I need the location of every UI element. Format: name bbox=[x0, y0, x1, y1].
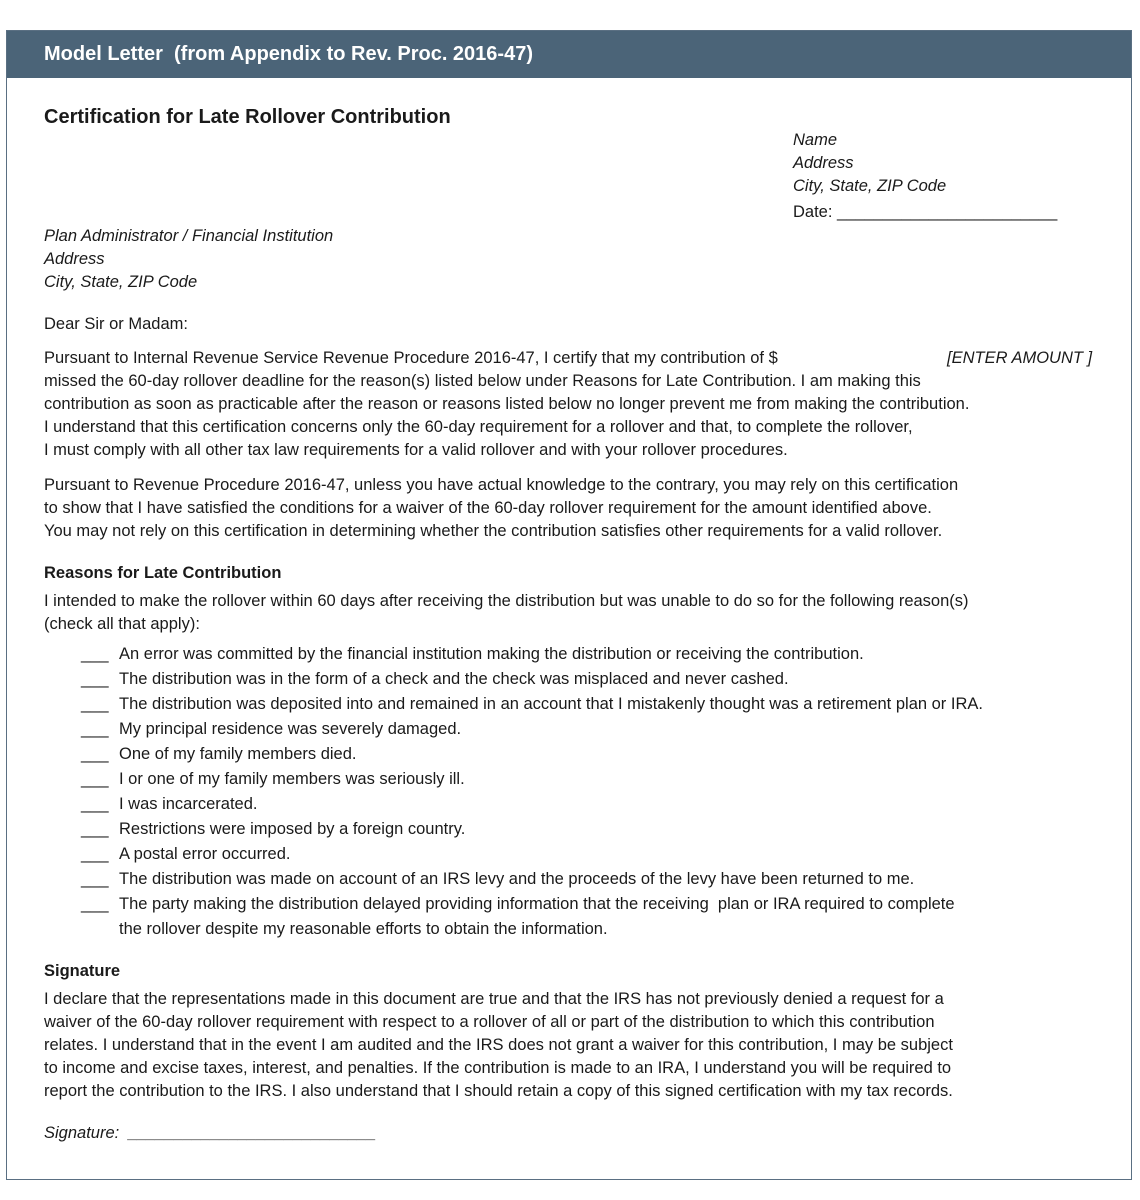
para1-line: I understand that this certification concerns only the 60-day requirement for a rollover and that, to complete the rollover, bbox=[44, 418, 913, 436]
signature-line[interactable]: Signature: ___________________________ bbox=[44, 1124, 377, 1142]
checkbox-blank[interactable]: ___ bbox=[81, 820, 109, 838]
model-letter-box bbox=[6, 30, 1132, 1180]
reason-item bbox=[81, 767, 465, 792]
recipient-address: Address bbox=[44, 250, 105, 268]
checkbox-blank[interactable]: ___ bbox=[81, 720, 109, 738]
reason-item bbox=[81, 817, 465, 842]
para2-line: You may not rely on this certification in determining whether the contribution satisfies other requirements for a valid rollover. bbox=[44, 522, 943, 540]
box-header: Model Letter (from Appendix to Rev. Proc. 2016-47) bbox=[7, 31, 1131, 78]
reason-item bbox=[81, 692, 983, 717]
reasons-intro-line: (check all that apply): bbox=[44, 615, 200, 633]
enter-amount-placeholder: [ENTER AMOUNT ] bbox=[947, 349, 1093, 367]
reason-text: Restrictions were imposed by a foreign country. bbox=[119, 820, 466, 838]
sender-address: Address bbox=[793, 154, 854, 172]
recipient-city: City, State, ZIP Code bbox=[44, 273, 198, 291]
reason-item bbox=[81, 667, 789, 692]
checkbox-blank[interactable]: ___ bbox=[81, 695, 109, 713]
para1-line1: Pursuant to Internal Revenue Service Revenue Procedure 2016-47, I certify that my contribution of $ [ENTER AMOUNT ] bbox=[44, 347, 1119, 370]
declaration-line: report the contribution to the IRS. I also understand that I should retain a copy of this signed certification with my tax records. bbox=[44, 1082, 953, 1100]
reason-item bbox=[81, 867, 914, 892]
signature-heading: Signature bbox=[44, 962, 121, 980]
reason-item bbox=[81, 792, 257, 817]
reason-text: The distribution was deposited into and remained in an account that I mistakenly thought was a retirement plan or IRA. bbox=[119, 695, 983, 713]
checkbox-blank[interactable]: ___ bbox=[81, 845, 109, 863]
recipient-name: Plan Administrator / Financial Institution bbox=[44, 227, 334, 245]
letter-title: Certification for Late Rollover Contribution bbox=[44, 106, 451, 128]
declaration-paragraph bbox=[44, 988, 1119, 1103]
checkbox-blank[interactable]: ___ bbox=[81, 870, 109, 888]
para2-line: to show that I have satisfied the conditions for a waiver of the 60-day rollover requirement for the amount identified above. bbox=[44, 499, 932, 517]
reason-text: An error was committed by the financial institution making the distribution or receiving the contribution. bbox=[119, 645, 864, 663]
reason-item bbox=[81, 892, 955, 917]
para1-line: contribution as soon as practicable after the reason or reasons listed below no longer prevent me from making the contribution. bbox=[44, 395, 970, 413]
sender-name: Name bbox=[793, 131, 838, 149]
checkbox-blank[interactable]: ___ bbox=[81, 895, 109, 913]
reason-text: I was incarcerated. bbox=[119, 795, 258, 813]
checkbox-blank[interactable]: ___ bbox=[81, 745, 109, 763]
reason-item bbox=[81, 842, 291, 867]
para2-line: Pursuant to Revenue Procedure 2016-47, unless you have actual knowledge to the contrary, you may rely on this certification bbox=[44, 476, 959, 494]
reasons-intro-line: I intended to make the rollover within 60 days after receiving the distribution but was unable to do so for the following reason(s) bbox=[44, 592, 969, 610]
reason-text: The distribution was in the form of a check and the check was misplaced and never cashed. bbox=[119, 670, 789, 688]
reason-text: One of my family members died. bbox=[119, 745, 357, 763]
reason-text: The distribution was made on account of an IRS levy and the proceeds of the levy have been returned to me. bbox=[119, 870, 915, 888]
reasons-intro bbox=[44, 590, 1119, 636]
certification-paragraph bbox=[44, 347, 1119, 462]
reason-item bbox=[81, 717, 461, 742]
checkbox-blank[interactable]: ___ bbox=[81, 795, 109, 813]
checkbox-blank[interactable]: ___ bbox=[81, 645, 109, 663]
reason-item bbox=[81, 642, 864, 667]
checkbox-blank[interactable]: ___ bbox=[81, 670, 109, 688]
para1-line: I must comply with all other tax law requirements for a valid rollover and with your rollover procedures. bbox=[44, 441, 788, 459]
date-line: Date: ________________________ bbox=[793, 203, 1058, 221]
reason-text: I or one of my family members was seriously ill. bbox=[119, 770, 465, 788]
reason-text: A postal error occurred. bbox=[119, 845, 291, 863]
reasons-heading: Reasons for Late Contribution bbox=[44, 564, 282, 582]
reason-item bbox=[81, 742, 357, 767]
reason-item-continuation: the rollover despite my reasonable efforts to obtain the information. bbox=[119, 920, 608, 938]
reliance-paragraph bbox=[44, 474, 1119, 543]
declaration-line: waiver of the 60-day rollover requirement with respect to a rollover of all or part of the distribution to which this contribution bbox=[44, 1013, 935, 1031]
declaration-line: relates. I understand that in the event I am audited and the IRS does not grant a waiver for this contribution, I may be subject bbox=[44, 1036, 953, 1054]
declaration-line: I declare that the representations made in this document are true and that the IRS has not previously denied a request for a bbox=[44, 990, 944, 1008]
para1-line: missed the 60-day rollover deadline for the reason(s) listed below under Reasons for Late Contribution. I am making this bbox=[44, 372, 921, 390]
sender-city: City, State, ZIP Code bbox=[793, 177, 947, 195]
reason-text: The party making the distribution delayed providing information that the receiving plan or IRA required to complete bbox=[119, 895, 955, 913]
reason-text: My principal residence was severely damaged. bbox=[119, 720, 462, 738]
declaration-line: to income and excise taxes, interest, and penalties. If the contribution is made to an IRA, I understand you will be required to bbox=[44, 1059, 952, 1077]
salutation: Dear Sir or Madam: bbox=[44, 315, 188, 333]
checkbox-blank[interactable]: ___ bbox=[81, 770, 109, 788]
